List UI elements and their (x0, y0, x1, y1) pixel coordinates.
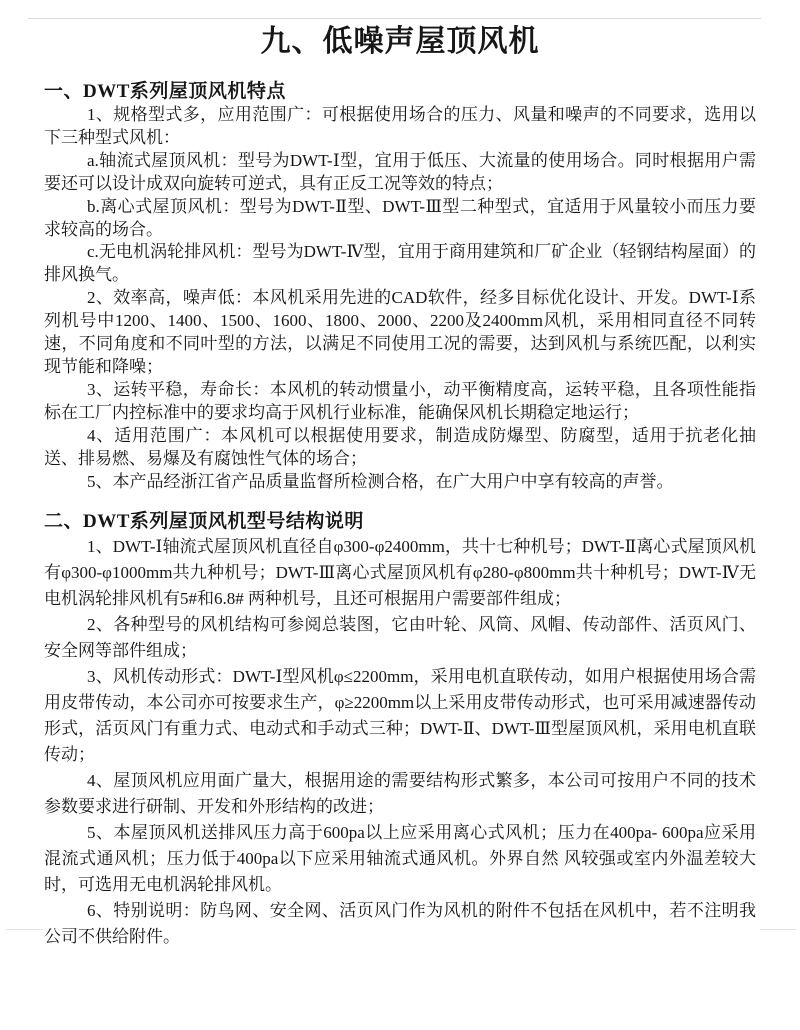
paragraph: b.离心式屋顶风机：型号为DWT-Ⅱ型、DWT-Ⅲ型二种型式，宜适用于风量较小而压力要求较高的场合。 (44, 196, 756, 239)
paragraph: c.无电机涡轮排风机：型号为DWT-Ⅳ型，宜用于商用建筑和厂矿企业（轻钢结构屋面）的排风换气。 (44, 242, 756, 285)
section-2-body (44, 534, 756, 950)
section-heading-2: 二、DWT系列屋顶风机型号结构说明 (44, 511, 364, 533)
section-heading-1: 一、DWT系列屋顶风机特点 (44, 81, 286, 102)
header-rule (28, 18, 761, 19)
document-title: 九、低噪声屋顶风机 (260, 25, 540, 58)
paragraph: 1、DWT-Ⅰ轴流式屋顶风机直径自φ300-φ2400mm，共十七种机号；DWT-Ⅱ离心式屋顶风机有φ300-φ1000mm共九种机号；DWT-Ⅲ离心式屋顶风机有φ280-φ800mm共十种机号；DWT-Ⅳ无电机涡轮排风机有5#和6.8# 两种机号，且还可根据用户需要部件组成； (44, 537, 756, 609)
paragraph: 5、本屋顶风机送排风压力高于600pa以上应采用离心式风机；压力在400pa- 600pa应采用混流式通风机；压力低于400pa以下应采用轴流式通风机。外界自然 风较强或室内外温差较大时，可选用无电机涡轮排风机。 (44, 823, 756, 895)
scan-artifact-right (760, 929, 796, 930)
scan-artifact-left (6, 929, 44, 930)
paragraph: 4、适用范围广：本风机可以根据使用要求，制造成防爆型、防腐型，适用于抗老化抽送、排易燃、易爆及有腐蚀性气体的场合； (44, 425, 756, 468)
paragraph: 3、风机传动形式：DWT-Ⅰ型风机φ≤2200mm，采用电机直联传动，如用户根据使用场合需用皮带传动，本公司亦可按要求生产，φ≥2200mm以上采用皮带传动形式，也可采用减速器传动形式，活页风门有重力式、电动式和手动式三种；DWT-Ⅱ、DWT-Ⅲ型屋顶风机，采用电机直联传动； (44, 667, 756, 765)
paragraph: 3、运转平稳，寿命长：本风机的转动惯量小，动平衡精度高，运转平稳，且各项性能指标在工厂内控标准中的要求均高于风机行业标准，能确保风机长期稳定地运行； (44, 379, 756, 422)
paragraph: 2、各种型号的风机结构可参阅总装图，它由叶轮、风筒、风帽、传动部件、活页风门、安全网等部件组成； (44, 615, 756, 661)
paragraph: a.轴流式屋顶风机：型号为DWT-Ⅰ型，宜用于低压、大流量的使用场合。同时根据用户需要还可以设计成双向旋转可逆式，具有正反工况等效的特点； (44, 150, 756, 193)
section-1-body (44, 104, 756, 493)
paragraph: 5、本产品经浙江省产品质量监督所检测合格，在广大用户中享有较高的声誉。 (87, 471, 674, 491)
paragraph: 1、规格型式多，应用范围广：可根据使用场合的压力、风量和噪声的不同要求，选用以下三种型式风机： (44, 105, 756, 147)
paragraph: 6、特别说明：防鸟网、安全网、活页风门作为风机的附件不包括在风机中，若不注明我公司不供给附件。 (44, 901, 756, 947)
paragraph: 4、屋顶风机应用面广量大，根据用途的需要结构形式繁多，本公司可按用户不同的技术参数要求进行研制、开发和外形结构的改进； (44, 771, 756, 817)
paragraph: 2、效率高，噪声低：本风机采用先进的CAD软件，经多目标优化设计、开发。DWT-Ⅰ系列机号中1200、1400、1500、1600、1800、2000、2200及2400mm风机，采用相同直径不同转速，不同角度和不同叶型的方法，以满足不同使用工况的需要，达到风机与系统匹配，以利实现节能和降噪； (44, 288, 756, 376)
